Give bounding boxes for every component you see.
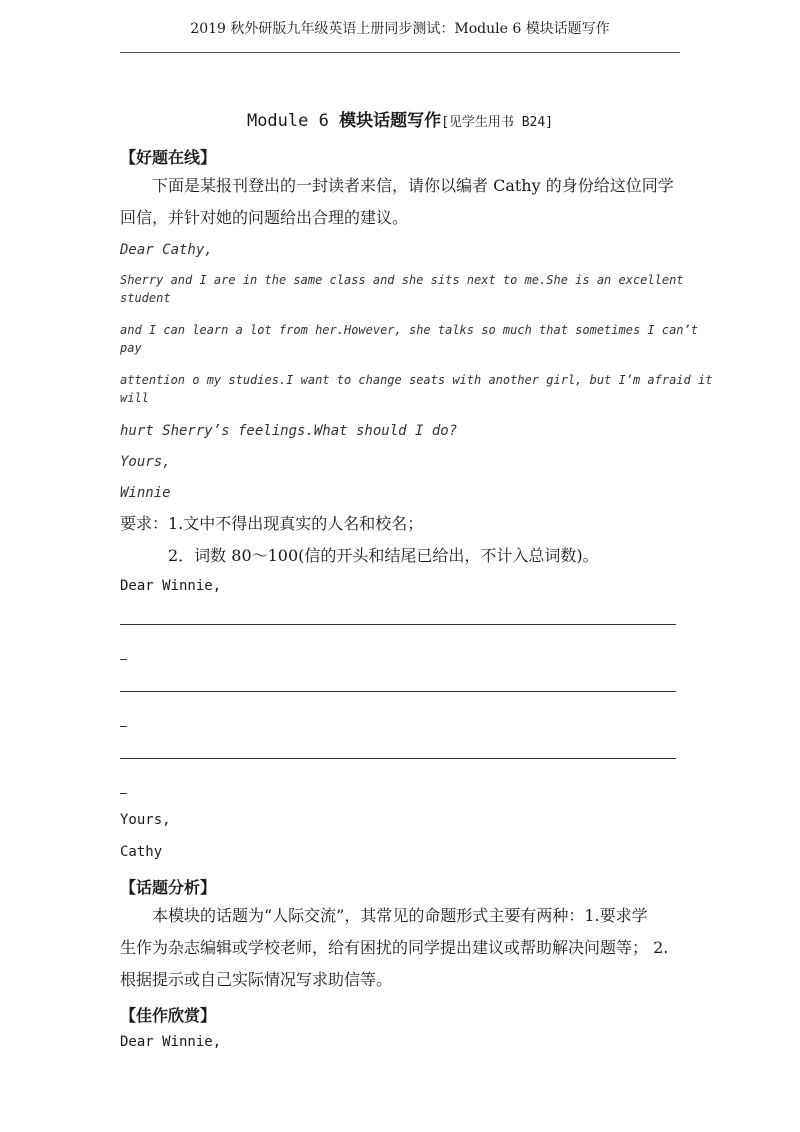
answer-signature: Cathy: [120, 844, 163, 860]
section-heading-analysis: 【话题分析】: [120, 878, 217, 897]
answer-writing-line[interactable]: [120, 758, 676, 759]
reader-letter-signature: Winnie: [120, 485, 171, 501]
requirement-item-1: 要求：1.文中不得出现真实的人名和校名；: [120, 514, 424, 533]
reader-letter-line: pay: [120, 341, 142, 355]
section-heading-good-topic: 【好题在线】: [120, 148, 217, 167]
answer-writing-line[interactable]: [120, 624, 676, 625]
title-topic: 模块话题写作: [339, 111, 442, 131]
reader-letter-line: and I can learn a lot from her.However, she talks so much that sometimes I can’t: [120, 323, 698, 337]
page-title: [0, 106, 800, 131]
answer-writing-line[interactable]: [120, 691, 676, 692]
sample-greeting: Dear Winnie,: [120, 1034, 222, 1050]
title-module: Module 6: [246, 111, 340, 131]
analysis-line-2: 生作为杂志编辑或学校老师，给有困扰的同学提出建议或帮助解决问题等； 2.: [120, 938, 669, 957]
reader-letter-closing: Yours,: [120, 454, 171, 470]
title-note: [见学生用书 B24]: [441, 115, 554, 130]
header-divider: [120, 52, 680, 53]
requirement-item-2: 2．词数 80～100(信的开头和结尾已给出，不计入总词数)。: [168, 546, 599, 565]
reader-letter-line: student: [120, 291, 171, 305]
answer-line-continuation: [120, 659, 127, 660]
analysis-line-1: 本模块的话题为“人际交流”，其常见的命题形式主要有两种：1.要求学: [152, 906, 648, 925]
reader-letter-line: hurt Sherry’s feelings.What should I do?: [120, 423, 458, 439]
answer-line-continuation: [120, 726, 127, 727]
instruction-line-1: 下面是某报刊登出的一封读者来信，请你以编者 Cathy 的身份给这位同学: [152, 176, 674, 195]
reader-letter-line: attention o my studies.I want to change seats with another girl, but I’m afraid it: [120, 373, 713, 387]
answer-closing: Yours,: [120, 812, 171, 828]
instruction-line-2: 回信，并针对她的问题给出合理的建议。: [120, 208, 409, 227]
reader-letter-line: will: [120, 391, 149, 405]
reader-letter-line: Sherry and I are in the same class and she sits next to me.She is an excellent: [120, 273, 684, 287]
answer-line-continuation: [120, 793, 127, 794]
reader-letter-greeting: Dear Cathy,: [120, 242, 213, 258]
answer-greeting: Dear Winnie,: [120, 578, 222, 594]
section-heading-sample: 【佳作欣赏】: [120, 1006, 217, 1025]
analysis-line-3: 根据提示或自己实际情况写求助信等。: [120, 970, 393, 989]
page-header: 2019 秋外研版九年级英语上册同步测试：Module 6 模块话题写作: [190, 21, 610, 37]
